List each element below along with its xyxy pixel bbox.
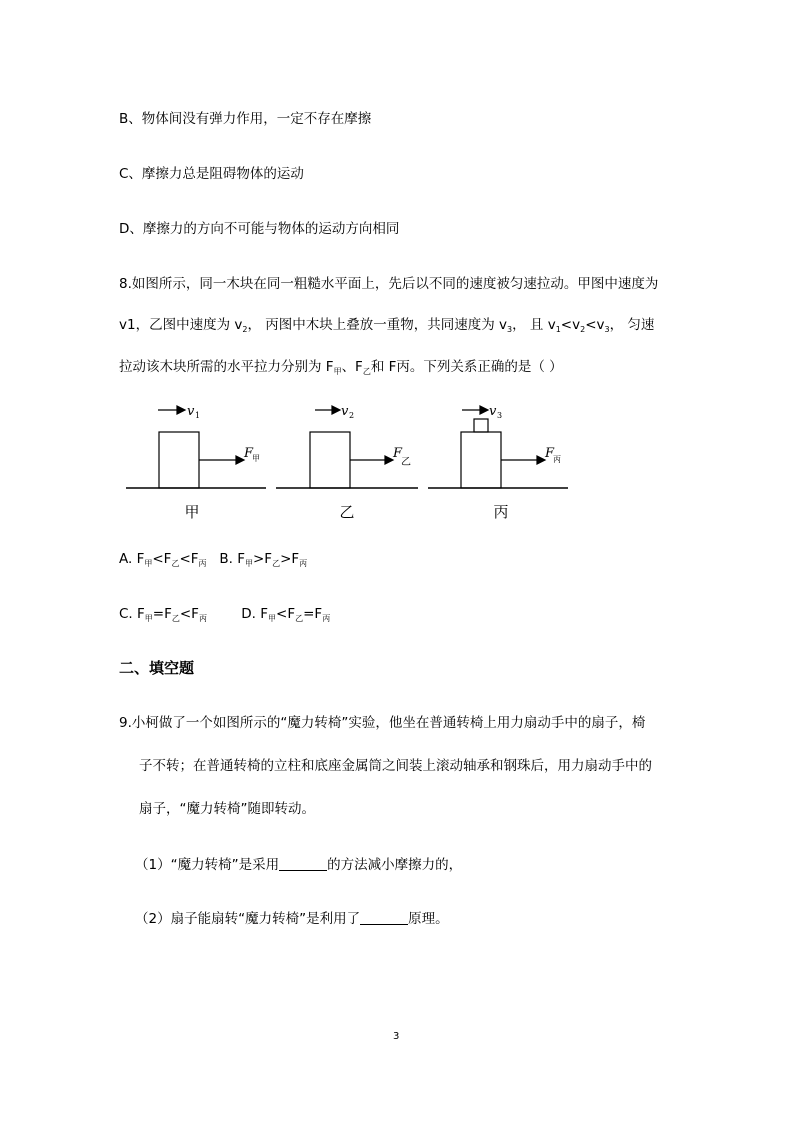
page-number: 3: [393, 1031, 400, 1042]
caption-yi: 乙: [339, 503, 355, 521]
option-a: A. $F_甲<F_乙<F_丙$: [119, 551, 207, 568]
option-c: C、摩擦力总是阻碍物体的运动: [119, 166, 304, 182]
v2-label: v: [341, 404, 349, 419]
q9-sub2: （2）扇子能扇转“魔力转椅”是利用了 原理。: [135, 911, 449, 927]
option-c-q8: C. $F_甲=F_乙<F_丙$: [119, 606, 207, 623]
q9-line1: 9.小柯做了一个如图所示的“魔力转椅”实验，他坐在普通转椅上用力扇动手中的扇子，椅: [119, 715, 646, 731]
option-b-q8: B. $F_甲>F_乙>F_丙$: [219, 551, 308, 568]
v3-label: v: [489, 404, 497, 419]
svg-text:3: 3: [497, 411, 503, 420]
svg-text:1: 1: [195, 411, 201, 420]
option-d-q8: D. $F_甲<F_乙=F_丙$: [241, 606, 331, 623]
q8-line2: v1，乙图中速度为 $v_2$， 丙图中木块上叠放一重物，共同速度为 $v_3$， 且 $v_1<v_2<v_3$， 匀速: [119, 317, 655, 334]
svg-text:丙: 丙: [553, 455, 561, 464]
q8-line3: 拉动该木块所需的水平拉力分别为 $F_甲$、$F_乙$和 F丙。下列关系正确的是（ ）: [119, 359, 563, 376]
option-b: B、物体间没有弹力作用，一定不存在摩擦: [119, 111, 372, 127]
answer-blank-1[interactable]: [279, 856, 327, 871]
section-heading: 二、填空题: [119, 659, 195, 677]
f-yi-label: F: [393, 446, 403, 461]
q8-options-cd: [119, 605, 330, 628]
option-d: D、摩擦力的方向不可能与物体的运动方向相同: [119, 221, 400, 237]
q9-line2: 子不转；在普通转椅的立柱和底座金属筒之间装上滚动轴承和钢珠后，用力扇动手中的: [139, 758, 652, 774]
answer-blank-2[interactable]: [360, 910, 408, 925]
q9-line3: 扇子，“魔力转椅”随即转动。: [139, 801, 315, 817]
svg-text:乙: 乙: [401, 457, 411, 468]
caption-jia: 甲: [184, 503, 200, 521]
svg-text:甲: 甲: [252, 454, 260, 463]
q8-options-ab: [119, 550, 307, 573]
q8-line1: 8.如图所示，同一木块在同一粗糙水平面上，先后以不同的速度被匀速拉动。甲图中速度为: [119, 276, 659, 292]
q8-figure: [120, 395, 580, 525]
caption-bing: 丙: [493, 503, 509, 521]
f-bing-label: F: [545, 446, 555, 461]
v1-label: v: [187, 404, 195, 419]
q9-sub1: （1）“魔力转椅”是采用 的方法减小摩擦力的，: [135, 857, 463, 873]
svg-text:2: 2: [349, 411, 355, 420]
f-jia-label: F: [244, 446, 254, 461]
